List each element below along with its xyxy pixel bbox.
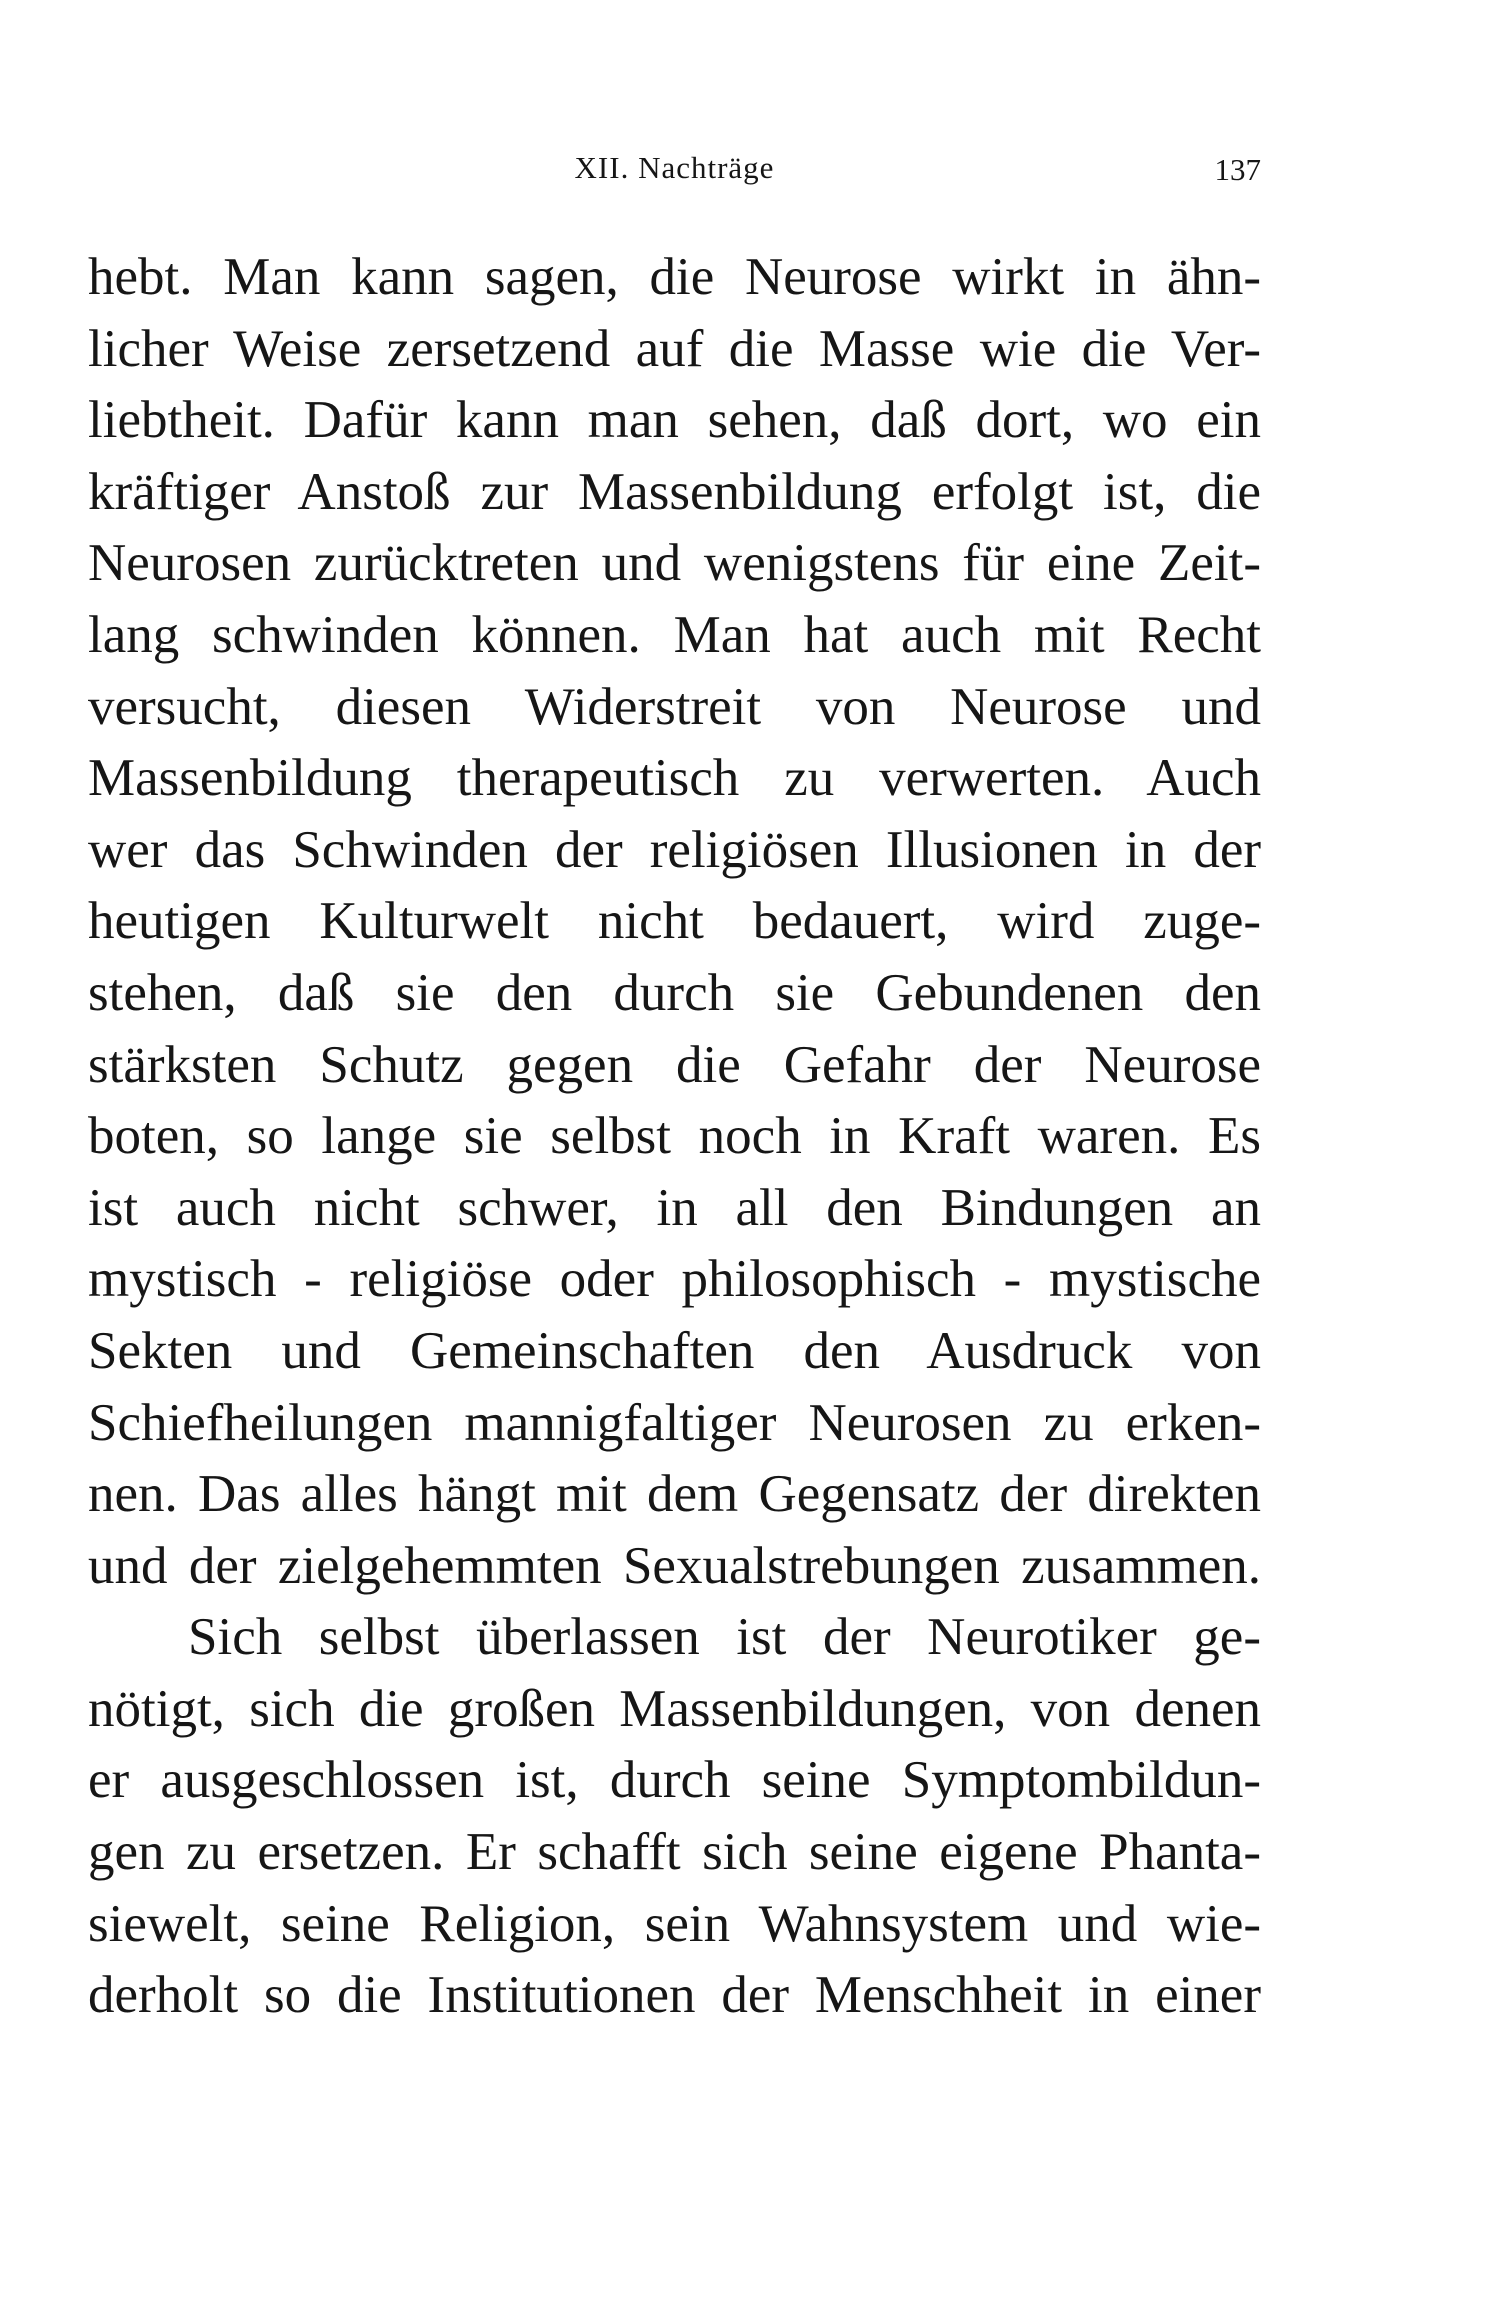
paragraph-last-line: und der zielgehemmten Sexualstrebungen zusammen. xyxy=(88,1536,1261,1595)
text-line: licher Weise zersetzend auf die Masse wie die Ver- xyxy=(88,319,1261,378)
text-line: heutigen Kulturwelt nicht bedauert, wird zuge- xyxy=(88,892,1261,951)
running-head xyxy=(88,150,1261,190)
text-line: Schiefheilungen mannigfaltiger Neurosen zu erken- xyxy=(88,1393,1261,1452)
text-line: nen. Das alles hängt mit dem Gegensatz der direkten xyxy=(88,1465,1261,1524)
text-line: stehen, daß sie den durch sie Gebundenen den xyxy=(88,963,1261,1022)
page-number: 137 xyxy=(1214,152,1261,187)
text-line: kräftiger Anstoß zur Massenbildung erfolgt ist, die xyxy=(88,462,1261,521)
text-line: gen zu ersetzen. Er schafft sich seine eigene Phanta- xyxy=(88,1823,1261,1882)
body-text xyxy=(88,242,1261,2032)
text-line: derholt so die Institutionen der Menschheit in einer xyxy=(88,1966,1261,2025)
chapter-title: XII. Nachträge xyxy=(574,150,775,185)
text-line: er ausgeschlossen ist, durch seine Symptombildun- xyxy=(88,1751,1261,1810)
text-line: Neurosen zurücktreten und wenigstens für eine Zeit- xyxy=(88,534,1261,593)
text-line: mystisch - religiöse oder philosophisch - mystische xyxy=(88,1250,1261,1309)
text-line: siewelt, seine Religion, sein Wahnsystem und wie- xyxy=(88,1894,1261,1953)
text-line: boten, so lange sie selbst noch in Kraft waren. Es xyxy=(88,1107,1261,1166)
text-line: Sekten und Gemeinschaften den Ausdruck von xyxy=(88,1321,1261,1380)
text-line: wer das Schwinden der religiösen Illusionen in der xyxy=(88,820,1261,879)
text-line: lang schwinden können. Man hat auch mit Recht xyxy=(88,605,1261,664)
text-line: hebt. Man kann sagen, die Neurose wirkt in ähn- xyxy=(88,248,1261,306)
text-line: ist auch nicht schwer, in all den Bindungen an xyxy=(88,1178,1261,1237)
paragraph-first-line: Sich selbst überlassen ist der Neurotiker ge- xyxy=(188,1608,1261,1667)
text-line: Massenbildung therapeutisch zu verwerten. Auch xyxy=(88,749,1261,808)
text-line: stärksten Schutz gegen die Gefahr der Neurose xyxy=(88,1035,1261,1094)
text-line: nötigt, sich die großen Massenbildungen, von denen xyxy=(88,1679,1261,1738)
text-line: versucht, diesen Widerstreit von Neurose und xyxy=(88,677,1261,736)
text-line: liebtheit. Dafür kann man sehen, daß dort, wo ein xyxy=(88,391,1261,450)
